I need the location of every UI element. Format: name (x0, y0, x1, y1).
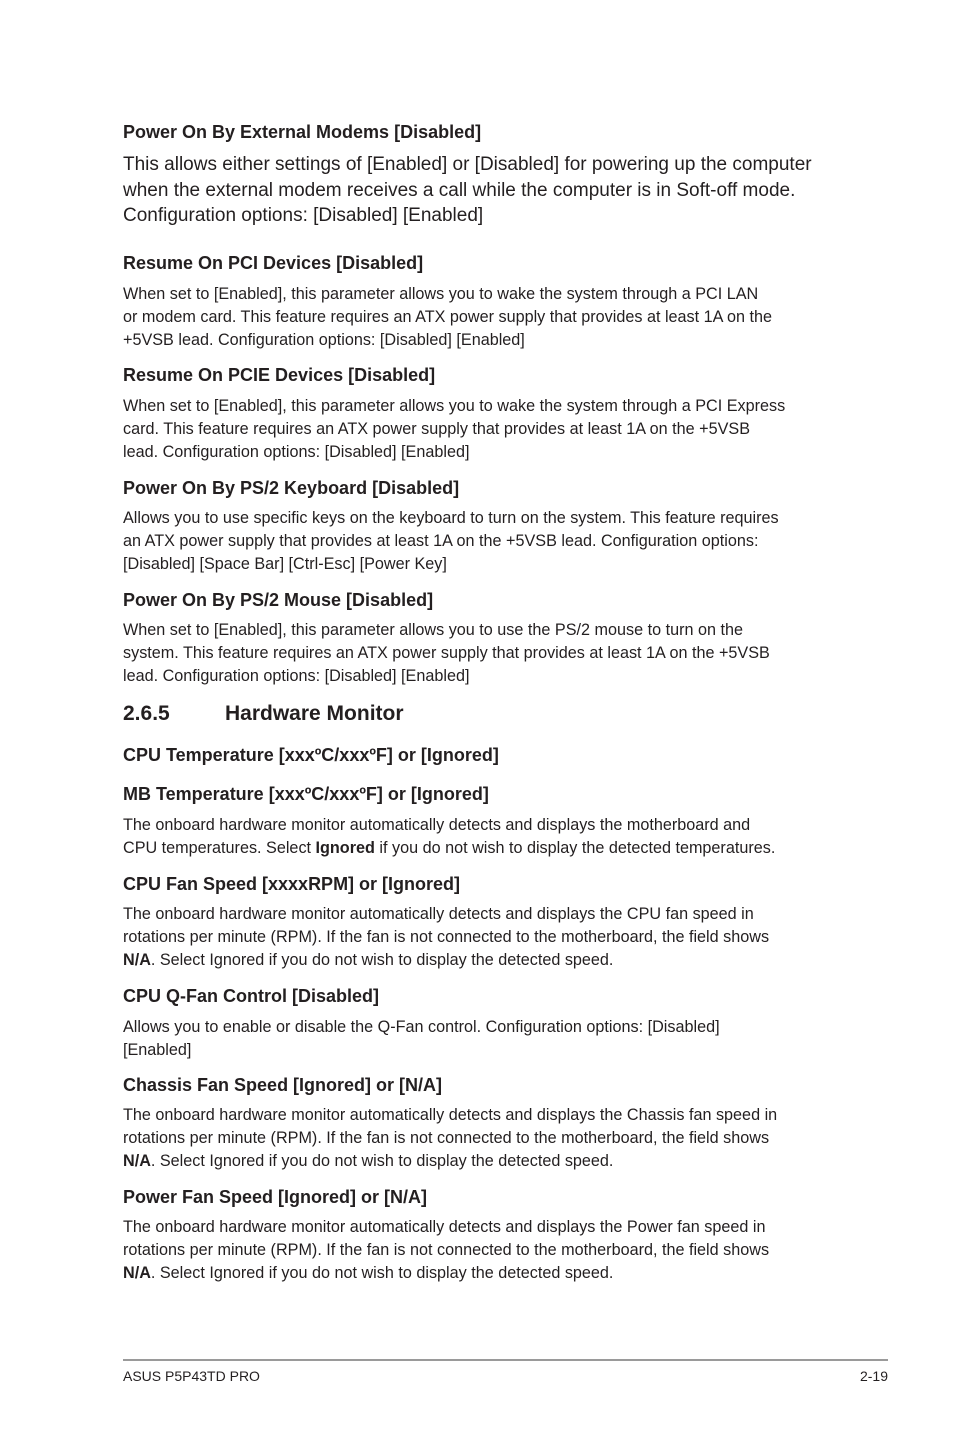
bold-term: N/A (123, 951, 151, 969)
bold-term: N/A (123, 1152, 151, 1170)
footer-page-number: 2-19 (859, 1368, 888, 1384)
footer-rule (123, 1359, 888, 1361)
pcie-description (123, 395, 785, 464)
ps2-keyboard-heading: Power On By PS/2 Keyboard [Disabled] (123, 478, 460, 498)
power-fan-speed-description (123, 1216, 769, 1285)
text-line: [Enabled] (123, 1041, 192, 1059)
text-span: . Select Ignored if you do not wish to display the detected speed. (150, 951, 614, 969)
chassis-fan-speed-heading: Chassis Fan Speed [Ignored] or [N/A] (123, 1075, 443, 1095)
text-line: This allows either settings of [Enabled] or [Disabled] for powering up the computer (123, 154, 812, 175)
text-line: When set to [Enabled], this parameter allows you to use the PS/2 mouse to turn on the (123, 621, 743, 639)
text-line: [Disabled] [Space Bar] [Ctrl-Esc] [Power Key] (123, 555, 447, 573)
text-line: When set to [Enabled], this parameter allows you to wake the system through a PCI LAN (123, 285, 759, 303)
bold-term: Ignored (315, 839, 375, 857)
temperature-description (123, 814, 775, 860)
ps2-mouse-heading: Power On By PS/2 Mouse [Disabled] (123, 590, 434, 610)
mb-temperature-heading: MB Temperature [xxxºC/xxxºF] or [Ignored] (123, 784, 489, 804)
text-line: When set to [Enabled], this parameter allows you to wake the system through a PCI Express (123, 397, 786, 415)
text-line: Allows you to enable or disable the Q-Fan control. Configuration options: [Disabled] (123, 1018, 720, 1036)
ps2-mouse-description (123, 619, 770, 688)
text-line: or modem card. This feature requires an ATX power supply that provides at least 1A on the (123, 308, 773, 326)
text-span: . Select Ignored if you do not wish to display the detected speed. (150, 1152, 614, 1170)
text-line: an ATX power supply that provides at least 1A on the +5VSB lead. Configuration options: (123, 532, 759, 550)
pcie-heading: Resume On PCIE Devices [Disabled] (123, 365, 436, 385)
power-fan-speed-heading: Power Fan Speed [Ignored] or [N/A] (123, 1187, 428, 1207)
qfan-control-description (123, 1016, 720, 1062)
modem-description (123, 152, 812, 229)
text-span: . Select Ignored if you do not wish to display the detected speed. (150, 1264, 614, 1282)
text-line: Configuration options: [Disabled] [Enabled] (123, 205, 484, 226)
bold-term: N/A (123, 1264, 151, 1282)
text-line: The onboard hardware monitor automatically detects and displays the Chassis fan speed in (123, 1106, 778, 1124)
text-line: The onboard hardware monitor automatically detects and displays the motherboard and (123, 816, 751, 834)
text-line (123, 949, 769, 972)
text-line: when the external modem receives a call while the computer is in Soft-off mode. (123, 179, 796, 201)
pci-heading: Resume On PCI Devices [Disabled] (123, 253, 424, 273)
text-line: lead. Configuration options: [Disabled] [Enabled] (123, 667, 470, 685)
text-span: if you do not wish to display the detected temperatures. (374, 839, 776, 857)
text-span: CPU temperatures. Select (123, 839, 316, 857)
section-number: 2.6.5 (123, 702, 170, 725)
chassis-fan-speed-description (123, 1104, 777, 1173)
cpu-fan-speed-description (123, 903, 769, 972)
text-line: rotations per minute (RPM). If the fan is not connected to the motherboard, the field shows (123, 1129, 770, 1147)
ps2-keyboard-description (123, 507, 779, 576)
section-heading (123, 702, 404, 726)
cpu-temperature-heading: CPU Temperature [xxxºC/xxxºF] or [Ignored] (123, 745, 499, 765)
footer-product-name: ASUS P5P43TD PRO (123, 1368, 260, 1384)
text-line: rotations per minute (RPM). If the fan is not connected to the motherboard, the field shows (123, 1241, 770, 1259)
text-line: system. This feature requires an ATX power supply that provides at least 1A on the +5VSB (123, 644, 770, 662)
cpu-fan-speed-heading: CPU Fan Speed [xxxxRPM] or [Ignored] (123, 874, 461, 894)
text-line (123, 1150, 777, 1173)
text-line: rotations per minute (RPM). If the fan is not connected to the motherboard, the field shows (123, 928, 770, 946)
text-line: lead. Configuration options: [Disabled] [Enabled] (123, 443, 470, 461)
text-line: The onboard hardware monitor automatically detects and displays the Power fan speed in (123, 1218, 766, 1236)
text-line (123, 1262, 769, 1285)
text-line (123, 837, 775, 860)
text-line: The onboard hardware monitor automatically detects and displays the CPU fan speed in (123, 905, 754, 923)
section-title: Hardware Monitor (225, 702, 404, 725)
text-line: card. This feature requires an ATX power supply that provides at least 1A on the +5VSB (123, 420, 751, 438)
modem-heading: Power On By External Modems [Disabled] (123, 122, 482, 142)
qfan-control-heading: CPU Q-Fan Control [Disabled] (123, 986, 379, 1006)
pci-description (123, 283, 772, 352)
text-line: Allows you to use specific keys on the keyboard to turn on the system. This feature requires (123, 509, 779, 527)
text-line: +5VSB lead. Configuration options: [Disabled] [Enabled] (123, 331, 525, 349)
